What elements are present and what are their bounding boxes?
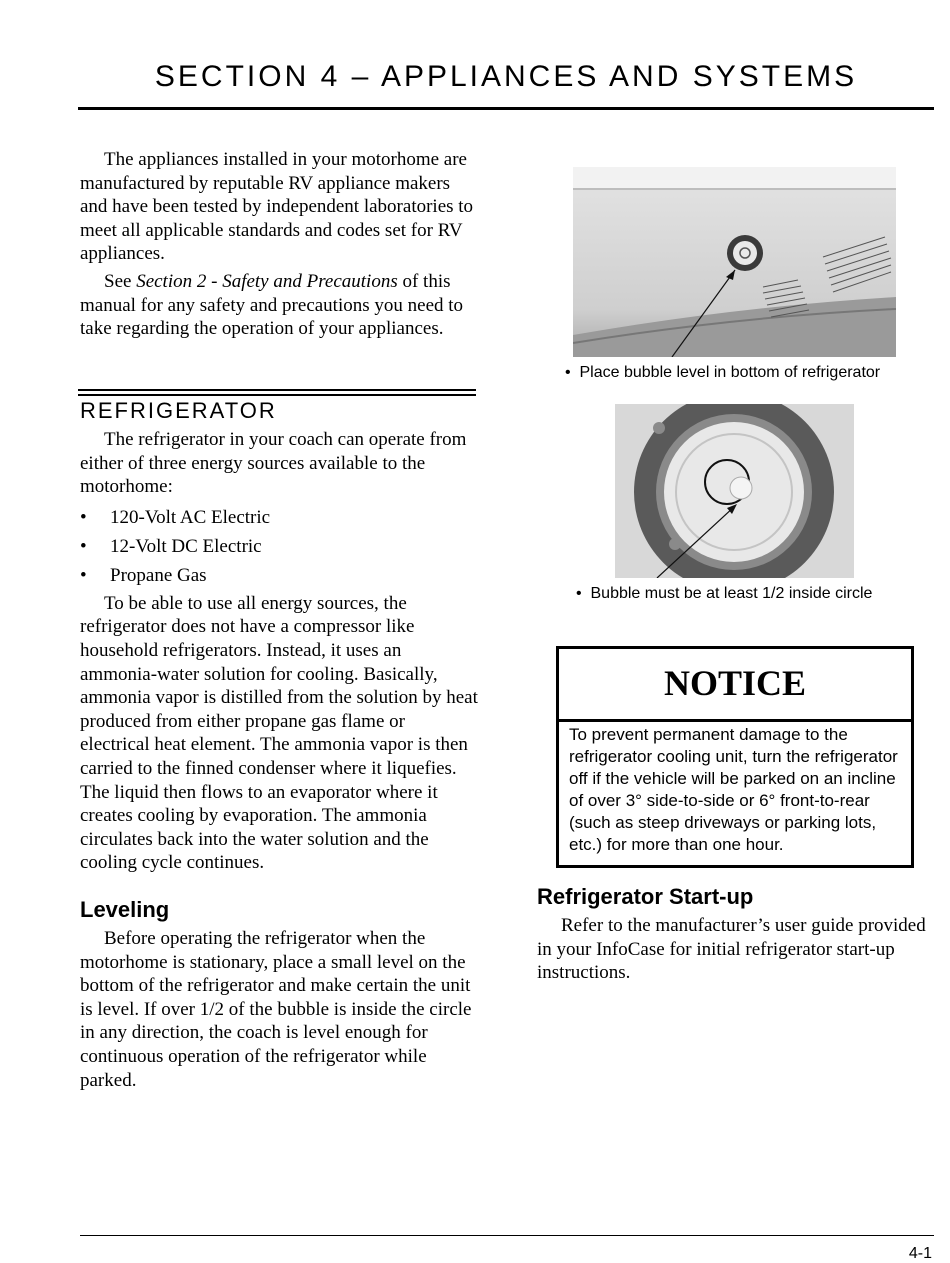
refrigerator-heading: REFRIGERATOR <box>80 398 277 423</box>
refrigerator-paragraph-2: To be able to use all energy sources, the refrigerator does not have a compressor like household refrigerators. Instead, it uses an ammonia-water solution for cooling. Basically, ammonia vapor is distilled from the solution by heat produced from either propane gas flame or electrical heat element. The ammonia vapor is then carried to the finned condenser where it liquefies. The liquid then flows to an evaporator where it creates cooling by evaporation. The ammonia circulates back into the water solution and the cooling cycle continues. <box>80 592 478 874</box>
safety-section-reference: Section 2 - Safety and Precautions <box>136 270 398 292</box>
startup-section <box>537 884 937 985</box>
bullet-icon: • <box>80 506 87 528</box>
bullet-icon: • <box>80 564 87 586</box>
intro-paragraph-2 <box>80 270 478 341</box>
bubble-level-illustration <box>615 404 854 578</box>
list-item <box>80 503 478 532</box>
refrigerator-heading-rule <box>78 389 476 396</box>
intro-p2-pre: See <box>104 270 137 292</box>
list-item-label: Propane Gas <box>110 564 207 586</box>
list-item-label: 12-Volt DC Electric <box>110 535 262 557</box>
page-number: 4-1 <box>908 1245 932 1262</box>
caption-text: Place bubble level in bottom of refrigerator <box>579 364 881 381</box>
startup-paragraph: Refer to the manufacturer’s user guide provided in your InfoCase for initial refrigerator start-up instructions. <box>537 915 926 984</box>
list-item-label: 120-Volt AC Electric <box>110 506 271 528</box>
bullet-icon: • <box>565 364 571 381</box>
list-item <box>80 561 478 590</box>
section-title: SECTION 4 – APPLIANCES AND SYSTEMS <box>154 60 858 93</box>
notice-text: To prevent permanent damage to the refrigerator cooling unit, turn the refrigerator off if the vehicle will be parked on an incline of over 3° side-to-side or 6° front-to-rear (such as steep driveways or parking lots, etc.) for more than one hour. <box>569 725 898 854</box>
bullet-icon: • <box>80 535 87 557</box>
intro-p2-post: of this manual for any safety and precautions you need to take regarding the operation of your appliances. <box>80 270 464 340</box>
intro-paragraph-1: The appliances installed in your motorhome are manufactured by reputable RV appliance makers and have been tested by independent laboratories to meet all applicable standards and codes set for RV appliances. <box>80 149 474 265</box>
footer-rule <box>80 1235 934 1236</box>
figure-2-caption <box>576 585 872 603</box>
leveling-paragraph: Before operating the refrigerator when the motorhome is stationary, place a small level on the bottom of the refrigerator and make certain the unit is level. If over 1/2 of the bubble is inside the circle in any direction, the coach is level enough for continuous operation of the refrigerator while parked. <box>80 928 472 1091</box>
notice-title: NOTICE <box>559 649 911 722</box>
bullet-icon: • <box>576 585 582 602</box>
caption-text: Bubble must be at least 1/2 inside circle <box>590 585 873 602</box>
notice-box <box>556 646 914 868</box>
refrigerator-paragraph-1: The refrigerator in your coach can operate from either of three energy sources available to the motorhome: <box>80 429 467 498</box>
bubble-level-closeup-photo <box>615 404 854 578</box>
leveling-section <box>80 897 478 1092</box>
figure-1-caption <box>565 364 880 382</box>
refrigerator-bottom-photo <box>573 167 896 357</box>
refrigerator-bottom-illustration <box>573 167 896 357</box>
startup-heading: Refrigerator Start-up <box>537 884 754 909</box>
energy-source-list <box>80 503 478 590</box>
leveling-heading: Leveling <box>80 897 170 922</box>
intro-block <box>80 148 478 341</box>
title-rule <box>78 107 934 110</box>
refrigerator-section <box>80 398 478 875</box>
list-item <box>80 532 478 561</box>
